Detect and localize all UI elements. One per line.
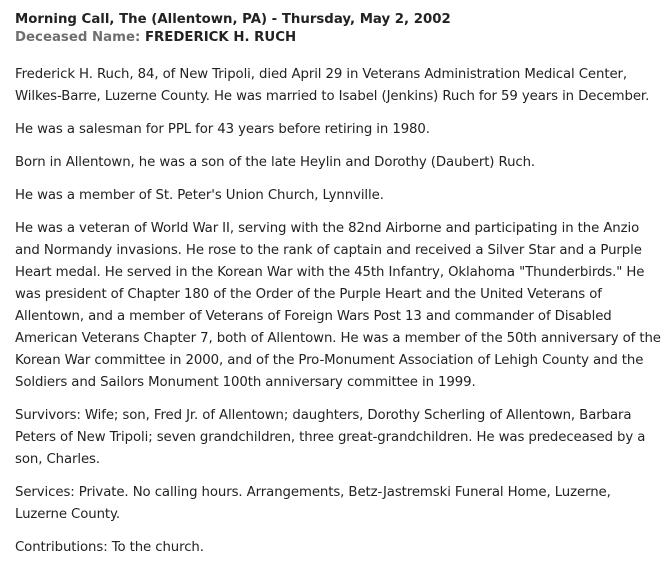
obituary-body [15, 64, 661, 559]
paragraph-line: was president of Chapter 180 of the Order of the Purple Heart and the United Veterans of [15, 287, 602, 302]
paragraph-line: Contributions: To the church. [15, 540, 204, 555]
paragraph-line: Services: Private. No calling hours. Arrangements, Betz-Jastremski Funeral Home, Luzerne, [15, 485, 611, 500]
deceased-name-line [15, 29, 653, 47]
obituary-paragraph [15, 218, 661, 394]
deceased-name-value: FREDERICK H. RUCH [144, 30, 297, 45]
paragraph-line: American Veterans Chapter 7, both of Allentown. He was a member of the 50th anniversary of the [15, 331, 661, 346]
paragraph-line: He was a salesman for PPL for 43 years before retiring in 1980. [15, 122, 430, 137]
paragraph-line: Born in Allentown, he was a son of the late Heylin and Dorothy (Daubert) Ruch. [15, 155, 536, 170]
obituary-paragraph [15, 185, 653, 207]
paragraph-line: Frederick H. Ruch, 84, of New Tripoli, died April 29 in Veterans Administration Medical Center, [15, 67, 628, 82]
paragraph-line: and Normandy invasions. He rose to the rank of captain and received a Silver Star and a Purple [15, 243, 642, 258]
paragraph-line: He was a member of St. Peter's Union Church, Lynnville. [15, 188, 384, 203]
paragraph-line: Survivors: Wife; son, Fred Jr. of Allentown; daughters, Dorothy Scherling of Allentown, Barbara [15, 408, 632, 423]
paragraph-line: Soldiers and Sailors Monument 100th anniversary committee in 1999. [15, 375, 476, 390]
obituary-paragraph [15, 119, 653, 141]
obituary-paragraph [15, 537, 653, 559]
paragraph-line: Korean War committee in 2000, and of the Pro-Monument Association of Lehigh County and the [15, 353, 644, 368]
paragraph-line: Peters of New Tripoli; seven grandchildren, three great-grandchildren. He was predeceased by a [15, 430, 646, 445]
paragraph-line: Heart medal. He served in the Korean War with the 45th Infantry, Oklahoma "Thunderbirds." He [15, 265, 645, 280]
obituary-paragraph [15, 64, 653, 108]
obituary-paragraph [15, 482, 653, 526]
obituary-paragraph [15, 405, 653, 471]
paragraph-line: He was a veteran of World War II, serving with the 82nd Airborne and participating in the Anzio [15, 221, 640, 236]
paragraph-line: son, Charles. [15, 452, 101, 467]
publication-title: Morning Call, The (Allentown, PA) - Thursday, May 2, 2002 [15, 12, 451, 27]
paragraph-line: Allentown, and a member of Veterans of Foreign Wars Post 13 and commander of Disabled [15, 309, 612, 324]
obituary-paragraph [15, 152, 653, 174]
paragraph-line: Luzerne County. [15, 507, 121, 522]
deceased-name-label: Deceased Name: [15, 30, 141, 45]
paragraph-line: Wilkes-Barre, Luzerne County. He was married to Isabel (Jenkins) Ruch for 59 years in December. [15, 89, 650, 104]
